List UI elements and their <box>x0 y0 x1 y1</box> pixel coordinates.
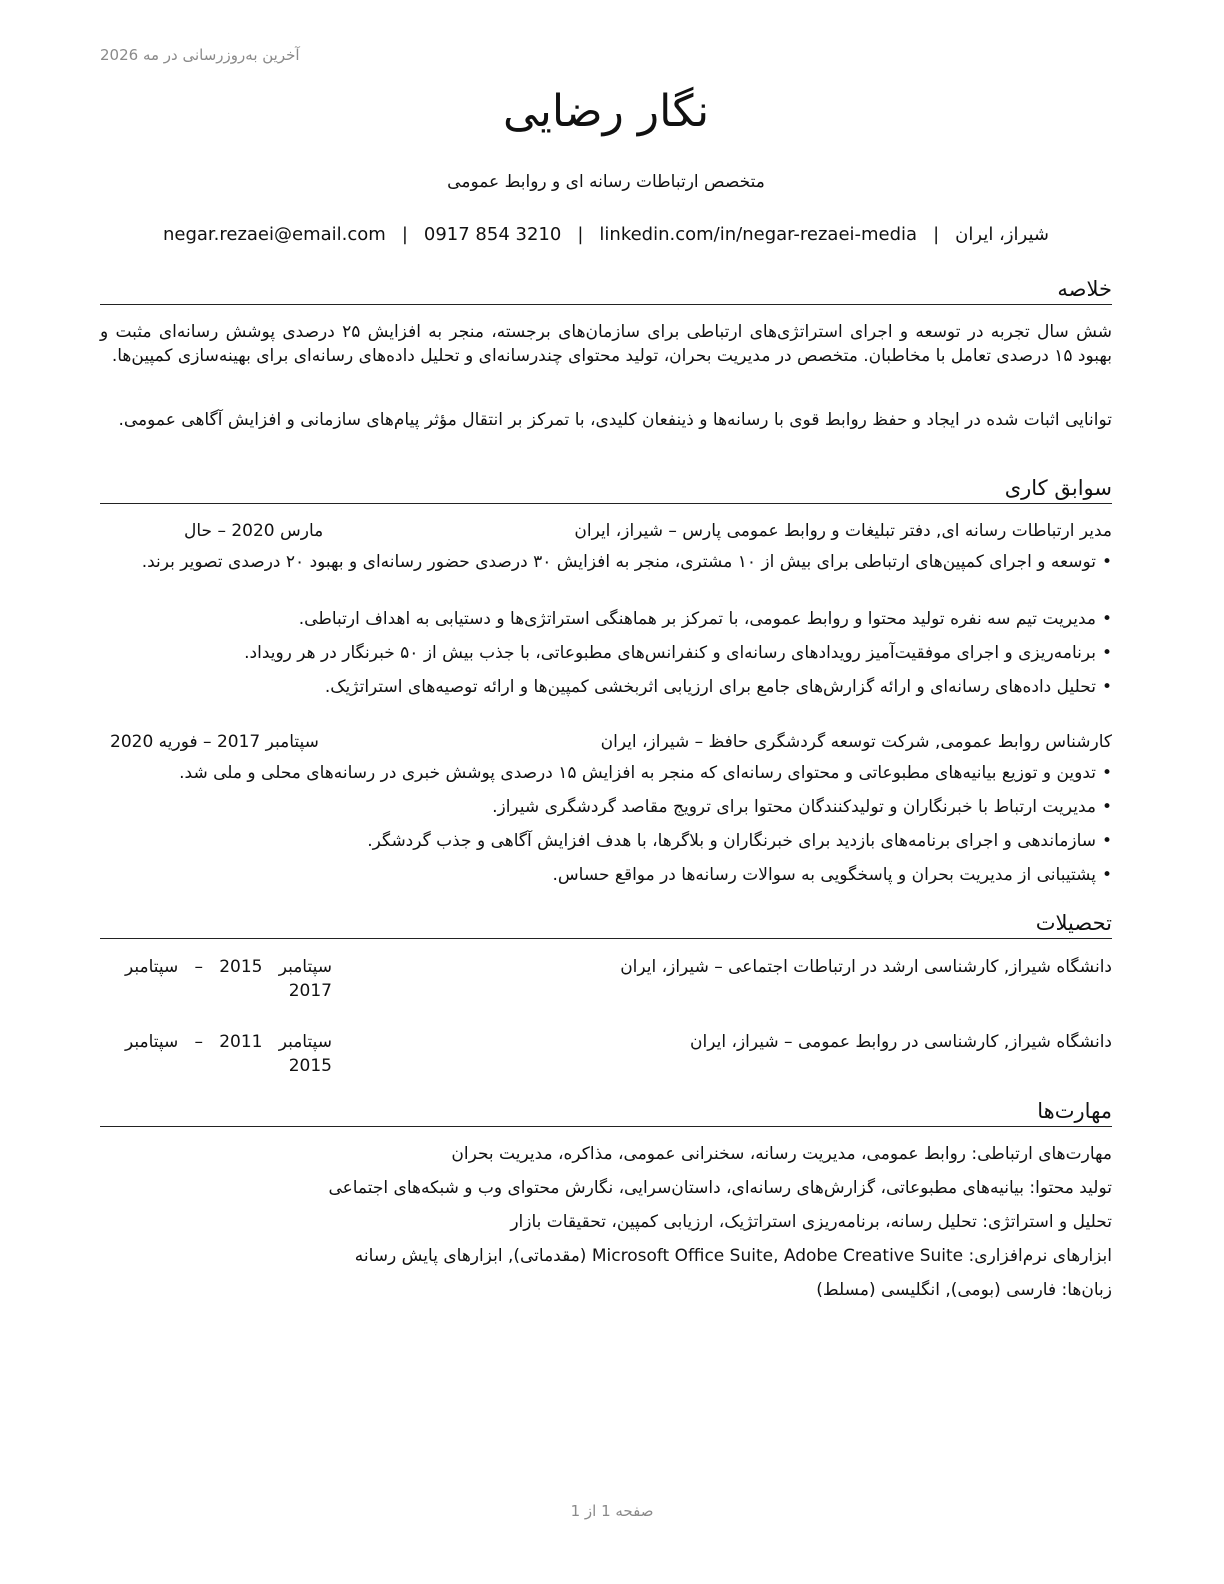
job-title: کارشناس روابط عمومی, شرکت توسعه گردشگری حافظ – شیراز، ایران <box>600 732 1112 752</box>
education-entry <box>100 1030 1112 1080</box>
section-title-summary: خلاصه <box>100 275 1112 305</box>
job-bullet: • مدیریت ارتباط با خبرنگاران و تولیدکنندگان محتوا برای ترویج مقاصد گردشگری شیراز. <box>100 795 1112 820</box>
contact-linkedin[interactable]: linkedin.com/in/negar-rezaei-media <box>599 224 918 245</box>
skill-line: تحلیل و استراتژی: تحلیل رسانه، برنامه‌ریزی استراتژیک، ارزیابی کمپین، تحقیقات بازار <box>510 1212 1112 1232</box>
bullet-dot: • <box>1101 865 1112 885</box>
job-bullet: • پشتیبانی از مدیریت بحران و پاسخگویی به سوالات رسانه‌ها در مواقع حساس. <box>100 863 1112 888</box>
contact-separator: | <box>933 224 940 245</box>
bullet-dot: • <box>1101 677 1112 697</box>
bullet-dot: • <box>1101 552 1112 572</box>
education-dates: سپتامبر 2015 – سپتامبر 2017 <box>124 957 332 1001</box>
skill-line: مهارت‌های ارتباطی: روابط عمومی، مدیریت رسانه، سخنرانی عمومی، مذاکره، مدیریت بحران <box>451 1144 1112 1164</box>
last-updated-note: آخرین به‌روزرسانی در مه 2026 <box>100 46 300 64</box>
skill-line: ابزارهای نرم‌افزاری: Microsoft Office Suite, Adobe Creative Suite (مقدماتی), ابزارهای پایش رسانه <box>354 1246 1112 1266</box>
job-title: مدیر ارتباطات رسانه ای, دفتر تبلیغات و روابط عمومی پارس – شیراز، ایران <box>574 521 1112 541</box>
bullet-dot: • <box>1101 609 1112 629</box>
skill-line: تولید محتوا: بیانیه‌های مطبوعاتی، گزارش‌های رسانه‌ای، داستان‌سرایی، نگارش محتوای وب و شبکه‌های اجتماعی <box>328 1178 1112 1198</box>
contact-separator: | <box>577 224 584 245</box>
job-bullet: • توسعه و اجرای کمپین‌های ارتباطی برای بیش از ۱۰ مشتری، منجر به افزایش ۳۰ درصدی حضور رسانه‌ای و بهبود ۲۰ درصدی تصویر برند. <box>100 550 1112 575</box>
job-bullet: • برنامه‌ریزی و اجرای موفقیت‌آمیز رویدادهای رسانه‌ای و کنفرانس‌های مطبوعاتی، با جذب بیش از ۵۰ خبرنگار در هر رویداد. <box>100 641 1112 666</box>
job-bullet: • سازماندهی و اجرای برنامه‌های بازدید برای خبرنگاران و بلاگرها، با هدف افزایش آگاهی و جذب گردشگر. <box>100 829 1112 854</box>
summary-paragraph: شش سال تجربه در توسعه و اجرای استراتژی‌های ارتباطی برای سازمان‌های برجسته، منجر به افزایش ۲۵ درصدی پوشش رسانه‌ای مثبت و بهبود ۱۵ درصدی تعامل با مخاطبان. متخصص در مدیریت بحران، تولید محتوای چندرسانه‌ای و تحلیل داده‌های رسانه‌ای برای بهینه‌سازی کمپین‌ها. <box>100 322 1112 366</box>
section-title-experience: سوابق کاری <box>100 474 1112 504</box>
contact-phone[interactable]: 0917 854 3210 <box>423 224 562 245</box>
summary-paragraph: توانایی اثبات شده در ایجاد و حفظ روابط قوی با رسانه‌ها و ذینفعان کلیدی، با تمرکز بر انتقال مؤثر پیام‌های سازمانی و افزایش آگاهی عمومی. <box>118 410 1112 430</box>
page-number: صفحه 1 از 1 <box>570 1502 654 1520</box>
job-dates: سپتامبر 2017 – فوریه 2020 <box>110 732 319 752</box>
skill-line: زبان‌ها: فارسی (بومی), انگلیسی (مسلط) <box>816 1280 1112 1300</box>
bullet-dot: • <box>1101 763 1112 783</box>
bullet-dot: • <box>1101 831 1112 851</box>
resume-page <box>100 0 1112 1584</box>
contact-email[interactable]: negar.rezaei@email.com <box>162 224 386 245</box>
education-degree: دانشگاه شیراز, کارشناسی ارشد در ارتباطات اجتماعی – شیراز، ایران <box>620 957 1112 977</box>
contact-location: شیراز، ایران <box>955 224 1050 245</box>
contact-separator: | <box>401 224 408 245</box>
section-title-education: تحصیلات <box>100 909 1112 939</box>
bullet-dot: • <box>1101 643 1112 663</box>
job-bullet: • تحلیل داده‌های رسانه‌ای و ارائه گزارش‌های جامع برای ارزیابی اثربخشی کمپین‌ها و ارائه توصیه‌های استراتژیک. <box>100 675 1112 700</box>
bullet-dot: • <box>1101 797 1112 817</box>
job-bullet: • تدوین و توزیع بیانیه‌های مطبوعاتی و محتوای رسانه‌ای که منجر به افزایش ۱۵ درصدی پوشش خبری در رسانه‌های محلی و ملی شد. <box>100 761 1112 786</box>
candidate-name: نگار رضایی <box>502 86 710 137</box>
education-degree: دانشگاه شیراز, کارشناسی در روابط عمومی – شیراز، ایران <box>690 1032 1112 1052</box>
job-bullet: • مدیریت تیم سه نفره تولید محتوا و روابط عمومی، با تمرکز بر هماهنگی استراتژی‌ها و دستیابی به اهداف ارتباطی. <box>100 607 1112 632</box>
contact-line <box>100 224 1112 245</box>
education-entry <box>100 955 1112 1005</box>
candidate-headline: متخصص ارتباطات رسانه ای و روابط عمومی <box>447 172 765 192</box>
section-title-skills: مهارت‌ها <box>100 1097 1112 1127</box>
education-dates: سپتامبر 2011 – سپتامبر 2015 <box>124 1032 332 1076</box>
job-dates: مارس 2020 – حال <box>184 521 324 541</box>
